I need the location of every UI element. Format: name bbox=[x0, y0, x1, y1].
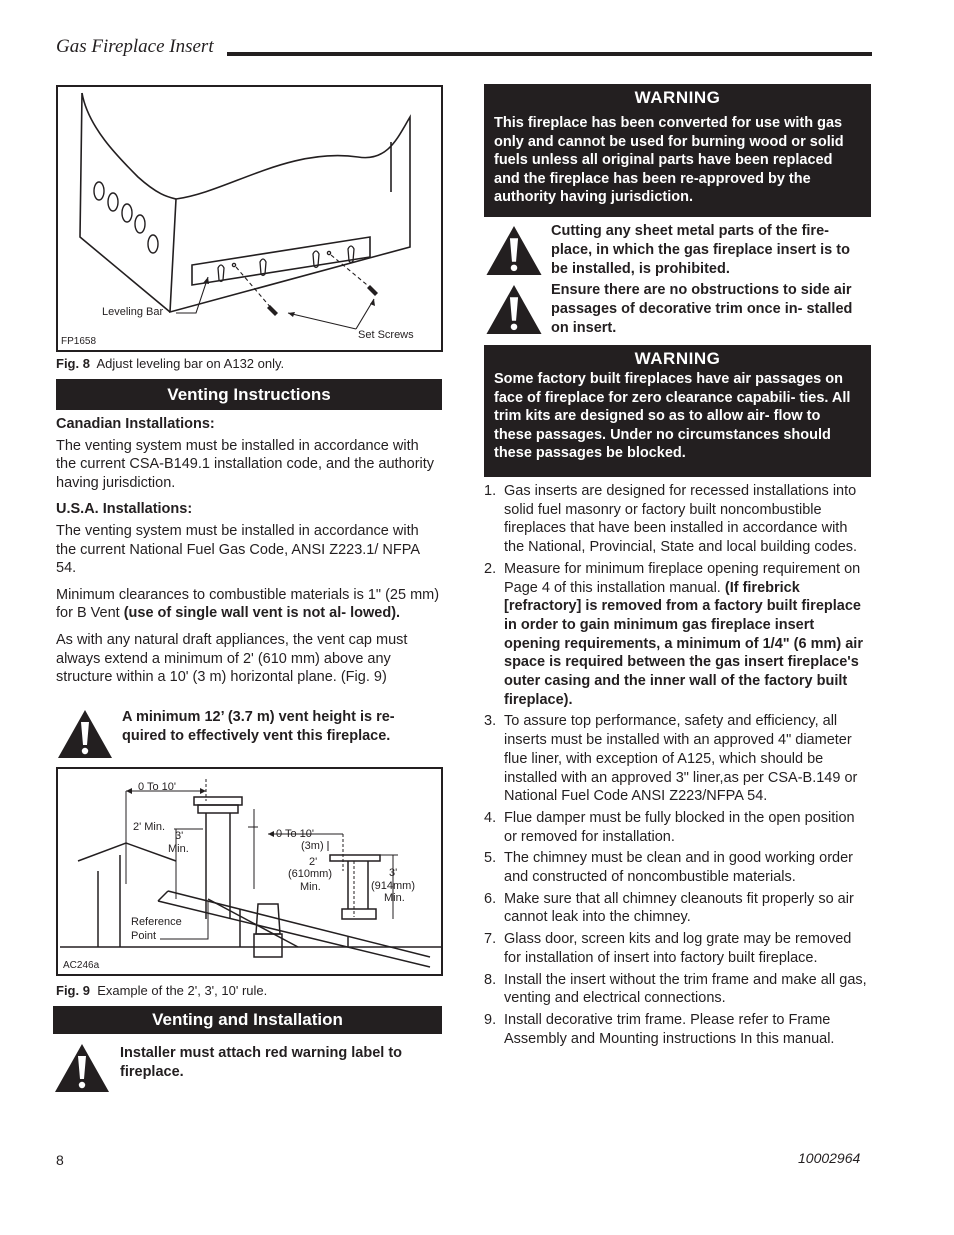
warning-text: Some factory built fireplaces have air passages on face of fireplace for zero clearance capabili- ties. All trim kits are designed so as to allow air- flow to these passages. Under no circumstances should these passages be blocked. bbox=[494, 371, 851, 462]
caution-icon bbox=[484, 283, 544, 336]
caution-cutting: Cutting any sheet metal parts of the fire- place, in which the gas fireplace insert is to be installed, is prohibited. bbox=[551, 223, 850, 277]
canadian-heading: Canadian Installations: bbox=[56, 416, 215, 432]
list-item: 4. Flue damper must be fully blocked in the open position or removed for installation. bbox=[484, 809, 855, 845]
fig8-caption bbox=[56, 356, 284, 371]
draft-text: As with any natural draft appliances, the vent cap must always extend a minimum of 2' (610 mm) above any structure within a 10' (3 m) horizontal plane. (Fig. 9) bbox=[56, 631, 408, 686]
usa-text: The venting system must be installed in accordance with the current National Fuel Gas Code, ANSI Z223.1/ NFPA 54. bbox=[56, 522, 420, 577]
clearance-bold: (use of single wall vent is not al- lowed). bbox=[123, 605, 401, 622]
fig9-2ft: 2' bbox=[309, 856, 318, 868]
fig8-code: FP1658 bbox=[61, 336, 97, 347]
fig9-3ft: 3' bbox=[389, 867, 398, 879]
fig8-set-screws-label: Set Screws bbox=[358, 329, 414, 341]
venting-instructions-title: Venting Instructions bbox=[56, 379, 442, 410]
clearance-paragraph bbox=[56, 586, 442, 623]
warning-box-gas-only bbox=[484, 84, 871, 217]
fig9-3min-a: 3' bbox=[175, 830, 184, 842]
fig9-caption-num: Fig. 9 bbox=[56, 983, 90, 998]
fig8-leveling-bar-label: Leveling Bar bbox=[102, 306, 164, 318]
page-number: 8 bbox=[56, 1152, 64, 1168]
venting-installation-title: Venting and Installation bbox=[53, 1006, 442, 1034]
warning-title: WARNING bbox=[634, 349, 721, 368]
header-rule bbox=[227, 52, 872, 56]
fig9-reference-a: Reference bbox=[131, 916, 182, 928]
fig9-914: (914mm) bbox=[371, 880, 416, 892]
usa-heading: U.S.A. Installations: bbox=[56, 501, 193, 518]
caution-warning-label: Installer must attach red warning label to fireplace. bbox=[120, 1045, 403, 1080]
fig9-illustration bbox=[58, 769, 441, 974]
fig9-0to10-left: 0 To 10' bbox=[138, 781, 176, 793]
fig9-min-a: Min. bbox=[300, 881, 321, 893]
fig9-box bbox=[56, 767, 443, 976]
fig9-caption-text: Example of the 2', 3', 10' rule. bbox=[97, 983, 268, 998]
fig9-610: (610mm) bbox=[288, 868, 333, 880]
fig9-0to10-right: 0 To 10' bbox=[276, 828, 314, 840]
list-item: 3. To assure top performance, safety and efficiency, all inserts must be installed with an approved 4" diameter flue liner, with exception of A125, which should be installed with an approved 3" liner,as per CSA-B.149 or National Fuel Code ANSI Z223/NFPA 54. bbox=[484, 713, 858, 805]
list-item: 2. Measure for minimum fireplace opening requirement on Page 4 of this installation manual. (If firebrick [refractory] is removed from a factory built fireplace in order to gain minimum gas fireplace insert opening requirements, a minimum of 1/4" (6 mm) air space is required between the gas insert fireplace's outer casing and the inner wall of the factory built fireplace). bbox=[484, 560, 863, 708]
list-item: 6. Make sure that all chimney cleanouts fit properly so air cannot leak into the chimney. bbox=[484, 890, 854, 926]
warning-box-air-passages bbox=[484, 345, 871, 477]
fig9-code: AC246a bbox=[63, 960, 100, 971]
warning-text: This fireplace has been converted for use with gas only and cannot be used for burning wood or solid fuels unless all original parts have been replaced and the fireplace has been re-approved by the authority having jurisdiction. bbox=[494, 115, 844, 206]
caution-obstructions: Ensure there are no obstructions to side air passages of decorative trim once in- stalled on insert. bbox=[551, 282, 853, 336]
installation-steps bbox=[484, 482, 870, 1051]
caution-icon bbox=[56, 708, 114, 760]
list-item: 8. Install the insert without the trim frame and make all gas, venting and electrical connections. bbox=[484, 971, 867, 1007]
fig9-3min-b: Min. bbox=[168, 843, 189, 855]
list-item: 1. Gas inserts are designed for recessed installations into solid fuel masonry or factory built noncombustible fireplaces that have been installed in accordance with the National, Provincial, State and local building codes. bbox=[484, 483, 858, 556]
caution-vent-height: A minimum 12’ (3.7 m) vent height is re- quired to effectively vent this fireplace. bbox=[122, 709, 395, 744]
caution-icon bbox=[53, 1042, 111, 1094]
fig8-caption-num: Fig. 8 bbox=[56, 356, 90, 371]
header-title: Gas Fireplace Insert bbox=[56, 36, 214, 57]
clearance-text: Minimum clearances to combustible materials is 1" (25 mm) for B Vent bbox=[56, 586, 440, 622]
fig9-min-b: Min. bbox=[384, 892, 405, 904]
fig9-reference-b: Point bbox=[131, 930, 157, 942]
list-item: 9. Install decorative trim frame. Please refer to Frame Assembly and Mounting instructions In this manual. bbox=[484, 1011, 835, 1047]
document-number: 10002964 bbox=[798, 1150, 861, 1166]
venting-instructions-body bbox=[56, 415, 442, 687]
canadian-text: The venting system must be installed in accordance with the current CSA-B149.1 installation code, and the authority having jurisdiction. bbox=[56, 437, 435, 491]
fig9-2min: 2' Min. bbox=[133, 821, 166, 833]
fig8-caption-text: Adjust leveling bar on A132 only. bbox=[96, 356, 285, 371]
caution-icon bbox=[484, 224, 544, 277]
fig9-caption bbox=[56, 983, 267, 998]
fig9-3m: (3m) bbox=[301, 840, 324, 852]
list-item: 5. The chimney must be clean and in good working order and constructed of noncombustible materials. bbox=[484, 850, 853, 886]
warning-title: WARNING bbox=[634, 88, 721, 107]
list-item: 7. Glass door, screen kits and log grate may be removed for installation of insert into factory built fireplace. bbox=[484, 931, 852, 966]
fig8-box bbox=[56, 85, 443, 352]
